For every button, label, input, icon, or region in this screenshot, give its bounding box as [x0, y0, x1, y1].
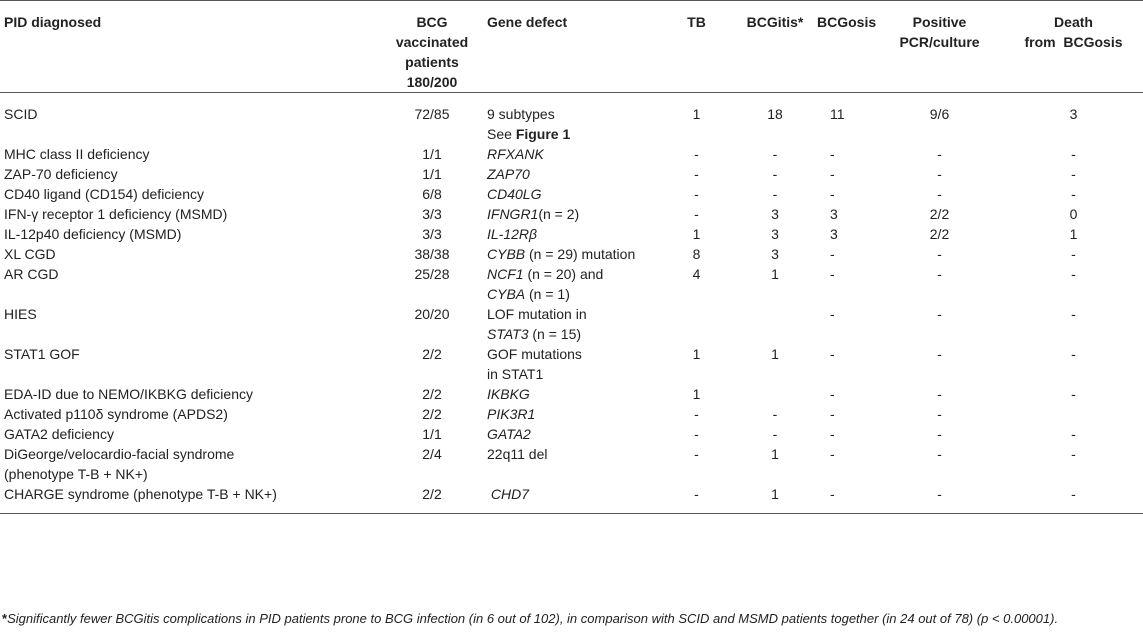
cell-tb [658, 424, 735, 444]
cell-death-value: 3 [1069, 106, 1078, 122]
pid-line: GATA2 deficiency [4, 426, 114, 442]
gene-line [487, 264, 654, 284]
header-death: Death from BCGosis [1004, 1, 1143, 93]
gene-line [487, 364, 654, 384]
table-row [0, 384, 1143, 404]
cell-bcgosis [815, 404, 875, 424]
cell-bcgitis-value: - [772, 166, 778, 182]
cell-vaccinated [381, 484, 483, 514]
header-bcg-vaccinated: BCG vaccinated patients 180/200 [381, 1, 483, 93]
cell-bcgitis [735, 404, 815, 424]
table-row [0, 484, 1143, 514]
vaccinated-value: 2/2 [422, 486, 442, 502]
cell-gene-defect [483, 344, 658, 384]
cell-death [1004, 444, 1143, 484]
cell-bcgitis [735, 144, 815, 164]
cell-bcgosis [815, 224, 875, 244]
cell-vaccinated [381, 264, 483, 304]
cell-bcgosis-value: - [830, 146, 835, 162]
cell-bcgosis [815, 344, 875, 384]
cell-tb [658, 164, 735, 184]
cell-bcgitis-value: 3 [771, 206, 779, 222]
cell-pcr [875, 384, 1004, 404]
gene-text: in STAT1 [487, 366, 544, 382]
cell-bcgosis [815, 384, 875, 404]
cell-tb-value: - [694, 406, 699, 422]
cell-bcgosis [815, 444, 875, 484]
cell-bcgosis-value: 3 [830, 226, 838, 242]
cell-pcr [875, 244, 1004, 264]
cell-pcr [875, 144, 1004, 164]
gene-line [487, 204, 654, 224]
cell-pcr [875, 484, 1004, 514]
vaccinated-value: 25/28 [414, 266, 450, 282]
table-row [0, 424, 1143, 444]
gene-text: CYBB [487, 246, 526, 262]
cell-tb [658, 244, 735, 264]
cell-death [1004, 184, 1143, 204]
cell-tb [658, 304, 735, 344]
gene-text: CD40LG [487, 186, 542, 202]
cell-pid [0, 424, 381, 444]
cell-tb [658, 93, 735, 145]
cell-tb [658, 344, 735, 384]
gene-text-extra: (n = 2) [538, 206, 580, 222]
cell-death [1004, 424, 1143, 444]
cell-vaccinated [381, 144, 483, 164]
cell-bcgitis [735, 384, 815, 404]
cell-vaccinated [381, 244, 483, 264]
vaccinated-value: 3/3 [422, 206, 442, 222]
header-pid: PID diagnosed [0, 1, 381, 93]
table-body [0, 93, 1143, 514]
table-row [0, 244, 1143, 264]
cell-death-value: - [1071, 346, 1076, 362]
cell-bcgosis [815, 164, 875, 184]
cell-bcgitis [735, 484, 815, 514]
cell-pcr-value: - [937, 186, 942, 202]
cell-pcr [875, 204, 1004, 224]
pid-line: IFN-γ receptor 1 deficiency (MSMD) [4, 206, 228, 222]
cell-pid [0, 244, 381, 264]
cell-bcgitis [735, 424, 815, 444]
cell-tb-value: 1 [692, 106, 701, 122]
cell-pcr [875, 164, 1004, 184]
gene-text: NCF1 [487, 266, 524, 282]
cell-tb-value: - [694, 166, 699, 182]
cell-bcgosis [815, 424, 875, 444]
cell-bcgitis-value: - [772, 186, 778, 202]
cell-pcr-value: - [937, 386, 942, 402]
cell-death-value: - [1071, 146, 1076, 162]
table-row [0, 184, 1143, 204]
gene-text: ZAP70 [487, 166, 530, 182]
cell-death [1004, 93, 1143, 145]
cell-death-value: - [1071, 246, 1076, 262]
footnote [2, 611, 1058, 626]
vaccinated-value: 2/2 [422, 346, 442, 362]
cell-death-value: - [1071, 306, 1076, 322]
cell-bcgitis-value: 1 [771, 486, 779, 502]
vaccinated-value: 6/8 [422, 186, 442, 202]
cell-tb-value: - [694, 146, 699, 162]
cell-bcgosis [815, 484, 875, 514]
gene-text-extra: (n = 15) [528, 326, 582, 342]
footnote-star: * [2, 611, 8, 626]
gene-line [487, 284, 654, 304]
cell-pcr-value: - [937, 426, 942, 442]
gene-text: See [487, 126, 516, 142]
cell-vaccinated [381, 384, 483, 404]
cell-bcgitis-value: 18 [767, 106, 783, 122]
cell-bcgosis-value: 3 [830, 206, 838, 222]
gene-line [487, 104, 654, 124]
cell-bcgitis [735, 344, 815, 384]
cell-death [1004, 164, 1143, 184]
gene-line [487, 304, 654, 324]
cell-bcgitis [735, 224, 815, 244]
cell-pid [0, 144, 381, 164]
cell-pcr-value: - [937, 446, 942, 462]
cell-tb-value: - [694, 486, 699, 502]
gene-line [487, 384, 654, 404]
header-bcgitis: BCGitis* [735, 1, 815, 93]
cell-death-value: - [1071, 266, 1076, 282]
cell-death-value: - [1071, 426, 1076, 442]
gene-text: GOF mutations [487, 346, 582, 362]
cell-bcgosis [815, 304, 875, 344]
cell-pcr-value: - [937, 406, 942, 422]
cell-bcgitis [735, 304, 815, 344]
cell-pcr [875, 424, 1004, 444]
cell-death [1004, 244, 1143, 264]
table-row [0, 404, 1143, 424]
cell-gene-defect [483, 484, 658, 514]
header-positive-pcr: Positive PCR/culture [875, 1, 1004, 93]
cell-bcgosis-value: - [830, 246, 835, 262]
cell-death [1004, 484, 1143, 514]
footnote-text: Significantly fewer BCGitis complications in PID patients prone to BCG infection (in 6 out of 102), in comparison with SCID and MSMD patients together (in 24 out of 78) (p < 0.00001). [7, 611, 1059, 626]
gene-line [487, 144, 654, 164]
cell-tb-value: - [694, 426, 699, 442]
cell-pid [0, 444, 381, 484]
gene-line [487, 444, 654, 464]
cell-bcgitis [735, 204, 815, 224]
cell-pcr [875, 93, 1004, 145]
cell-death-value: - [1071, 386, 1076, 402]
table-row [0, 344, 1143, 384]
cell-gene-defect [483, 424, 658, 444]
cell-pcr-value: 2/2 [929, 206, 950, 222]
cell-tb-value: - [694, 446, 699, 462]
cell-vaccinated [381, 344, 483, 384]
cell-vaccinated [381, 404, 483, 424]
cell-gene-defect [483, 304, 658, 344]
vaccinated-value: 38/38 [414, 246, 450, 262]
cell-death [1004, 204, 1143, 224]
gene-text: LOF mutation in [487, 306, 587, 322]
gene-line [487, 224, 654, 244]
pid-line: (phenotype T-B + NK+) [4, 466, 148, 482]
cell-gene-defect [483, 404, 658, 424]
table-row [0, 304, 1143, 344]
cell-pcr [875, 224, 1004, 244]
gene-text-extra: (n = 20) and [523, 266, 604, 282]
gene-text: RFXANK [487, 146, 544, 162]
gene-text-extra: (n = 29) mutation [525, 246, 636, 262]
cell-bcgosis [815, 204, 875, 224]
cell-death-value: - [1071, 186, 1076, 202]
cell-tb [658, 224, 735, 244]
cell-bcgitis-value: 3 [771, 226, 779, 242]
cell-death [1004, 224, 1143, 244]
pid-line: Activated p110δ syndrome (APDS2) [4, 406, 228, 422]
cell-tb [658, 264, 735, 304]
cell-tb [658, 184, 735, 204]
cell-tb [658, 444, 735, 484]
cell-tb-value: 1 [692, 226, 701, 242]
gene-line [487, 424, 654, 444]
cell-bcgitis [735, 244, 815, 264]
table-row [0, 224, 1143, 244]
cell-tb-value: 8 [692, 246, 701, 262]
vaccinated-value: 1/1 [422, 166, 442, 182]
cell-pcr [875, 184, 1004, 204]
cell-death [1004, 144, 1143, 164]
gene-line [487, 184, 654, 204]
cell-tb [658, 404, 735, 424]
cell-pcr-value: - [937, 166, 942, 182]
pid-line: ZAP-70 deficiency [4, 166, 118, 182]
pid-line: SCID [4, 106, 38, 122]
gene-text: STAT3 [487, 326, 529, 342]
cell-bcgitis-value: - [772, 426, 778, 442]
cell-death-value: 1 [1069, 226, 1078, 242]
cell-pcr-value: - [937, 146, 942, 162]
header-tb: TB [658, 1, 735, 93]
cell-pcr-value: - [937, 486, 942, 502]
cell-death-value: - [1071, 166, 1076, 182]
pid-line: STAT1 GOF [4, 346, 80, 362]
cell-vaccinated [381, 424, 483, 444]
cell-tb-value: 4 [692, 266, 701, 282]
table-row [0, 444, 1143, 484]
cell-tb-value: - [694, 186, 699, 202]
cell-bcgitis [735, 184, 815, 204]
cell-pid [0, 93, 381, 145]
pid-line: EDA-ID due to NEMO/IKBKG deficiency [4, 386, 253, 402]
table-row [0, 144, 1143, 164]
cell-bcgitis-value: 1 [771, 266, 779, 282]
gene-line [487, 324, 654, 344]
cell-vaccinated [381, 204, 483, 224]
cell-pid [0, 484, 381, 514]
table-row [0, 264, 1143, 304]
cell-gene-defect [483, 204, 658, 224]
cell-bcgosis-value: - [830, 386, 835, 402]
pid-line: CD40 ligand (CD154) deficiency [4, 186, 204, 202]
vaccinated-value: 2/2 [422, 406, 442, 422]
cell-gene-defect [483, 444, 658, 484]
vaccinated-value: 1/1 [422, 146, 442, 162]
cell-death [1004, 264, 1143, 304]
cell-bcgitis [735, 164, 815, 184]
cell-tb [658, 204, 735, 224]
cell-bcgosis [815, 184, 875, 204]
cell-bcgosis-value: - [830, 306, 835, 322]
cell-bcgosis [815, 144, 875, 164]
cell-gene-defect [483, 144, 658, 164]
vaccinated-value: 2/2 [422, 386, 442, 402]
pid-line: DiGeorge/velocardio-facial syndrome [4, 446, 235, 462]
gene-text: PIK3R1 [487, 406, 536, 422]
cell-pid [0, 224, 381, 244]
cell-death-value: - [1071, 446, 1076, 462]
cell-vaccinated [381, 93, 483, 145]
cell-bcgosis-value: - [830, 426, 835, 442]
cell-bcgosis-value: 11 [830, 106, 845, 122]
gene-line [487, 124, 654, 144]
cell-pcr-value: 9/6 [929, 106, 950, 122]
cell-gene-defect [483, 384, 658, 404]
cell-tb [658, 144, 735, 164]
cell-pid [0, 184, 381, 204]
cell-bcgitis-value: - [772, 406, 778, 422]
gene-text: IKBKG [487, 386, 530, 402]
gene-text: 22q11 del [487, 446, 548, 462]
cell-bcgosis [815, 244, 875, 264]
cell-death-value: 0 [1069, 206, 1078, 222]
header-bcgosis: BCGosis [815, 1, 875, 93]
vaccinated-value: 20/20 [414, 306, 450, 322]
gene-line [487, 244, 654, 264]
gene-text: 9 subtypes [487, 106, 555, 122]
header-gene-defect: Gene defect [483, 1, 658, 93]
cell-bcgosis-value: - [830, 486, 835, 502]
cell-pcr [875, 444, 1004, 484]
cell-tb-value: - [694, 206, 699, 222]
cell-bcgosis-value: - [830, 446, 835, 462]
cell-bcgitis [735, 264, 815, 304]
gene-text: IFNGR1 [487, 206, 539, 222]
cell-tb [658, 484, 735, 514]
cell-tb-value: 1 [692, 386, 701, 402]
cell-pcr-value: - [937, 306, 942, 322]
cell-pid [0, 164, 381, 184]
cell-death [1004, 404, 1143, 424]
cell-bcgitis-value: 1 [771, 446, 779, 462]
gene-line [487, 164, 654, 184]
gene-text: CYBA [487, 286, 526, 302]
cell-pcr-value: - [937, 266, 942, 282]
vaccinated-value: 1/1 [422, 426, 442, 442]
cell-bcgitis-value: 3 [771, 246, 779, 262]
cell-pid [0, 204, 381, 224]
gene-text-extra: Figure 1 [515, 126, 571, 142]
table-row [0, 164, 1143, 184]
pid-line: HIES [4, 306, 37, 322]
cell-vaccinated [381, 444, 483, 484]
gene-text: GATA2 [487, 426, 531, 442]
pid-line: CHARGE syndrome (phenotype T-B + NK+) [4, 486, 277, 502]
cell-bcgosis-value: - [830, 166, 835, 182]
cell-bcgosis-value: - [830, 406, 835, 422]
cell-gene-defect [483, 93, 658, 145]
gene-line [487, 484, 654, 504]
cell-pcr [875, 304, 1004, 344]
gene-text: CHD7 [487, 486, 530, 502]
cell-death [1004, 384, 1143, 404]
vaccinated-value: 2/4 [422, 446, 442, 462]
cell-pcr-value: - [937, 346, 942, 362]
cell-death-value: - [1071, 486, 1076, 502]
cell-gene-defect [483, 244, 658, 264]
pid-line: IL-12p40 deficiency (MSMD) [4, 226, 182, 242]
gene-line [487, 344, 654, 364]
cell-pid [0, 264, 381, 304]
cell-pcr [875, 264, 1004, 304]
cell-vaccinated [381, 304, 483, 344]
cell-bcgosis [815, 264, 875, 304]
gene-text-extra: (n = 1) [525, 286, 570, 302]
cell-pcr [875, 404, 1004, 424]
vaccinated-value: 3/3 [422, 226, 442, 242]
pid-line: XL CGD [4, 246, 56, 262]
cell-vaccinated [381, 224, 483, 244]
cell-gene-defect [483, 224, 658, 244]
cell-pid [0, 304, 381, 344]
cell-bcgitis [735, 93, 815, 145]
cell-vaccinated [381, 184, 483, 204]
cell-bcgitis-value: - [772, 146, 778, 162]
cell-tb [658, 384, 735, 404]
cell-death [1004, 304, 1143, 344]
cell-pid [0, 344, 381, 384]
cell-gene-defect [483, 264, 658, 304]
table-row [0, 93, 1143, 145]
pid-line: MHC class II deficiency [4, 146, 150, 162]
cell-bcgosis [815, 93, 875, 145]
cell-tb-value: 1 [692, 346, 701, 362]
cell-pcr-value: 2/2 [929, 226, 950, 242]
cell-bcgitis [735, 444, 815, 484]
gene-text: IL-12Rβ [487, 226, 538, 242]
cell-bcgosis-value: - [830, 186, 835, 202]
cell-pcr [875, 344, 1004, 384]
cell-gene-defect [483, 164, 658, 184]
cell-vaccinated [381, 164, 483, 184]
cell-bcgosis-value: - [830, 266, 835, 282]
cell-pid [0, 384, 381, 404]
cell-bcgosis-value: - [830, 346, 835, 362]
cell-death [1004, 344, 1143, 384]
cell-pid [0, 404, 381, 424]
vaccinated-value: 72/85 [414, 106, 450, 122]
table-row [0, 204, 1143, 224]
table-header [0, 1, 1143, 93]
cell-bcgitis-value: 1 [771, 346, 779, 362]
cell-pcr-value: - [937, 246, 942, 262]
cell-gene-defect [483, 184, 658, 204]
pid-line: AR CGD [4, 266, 59, 282]
gene-line [487, 404, 654, 424]
